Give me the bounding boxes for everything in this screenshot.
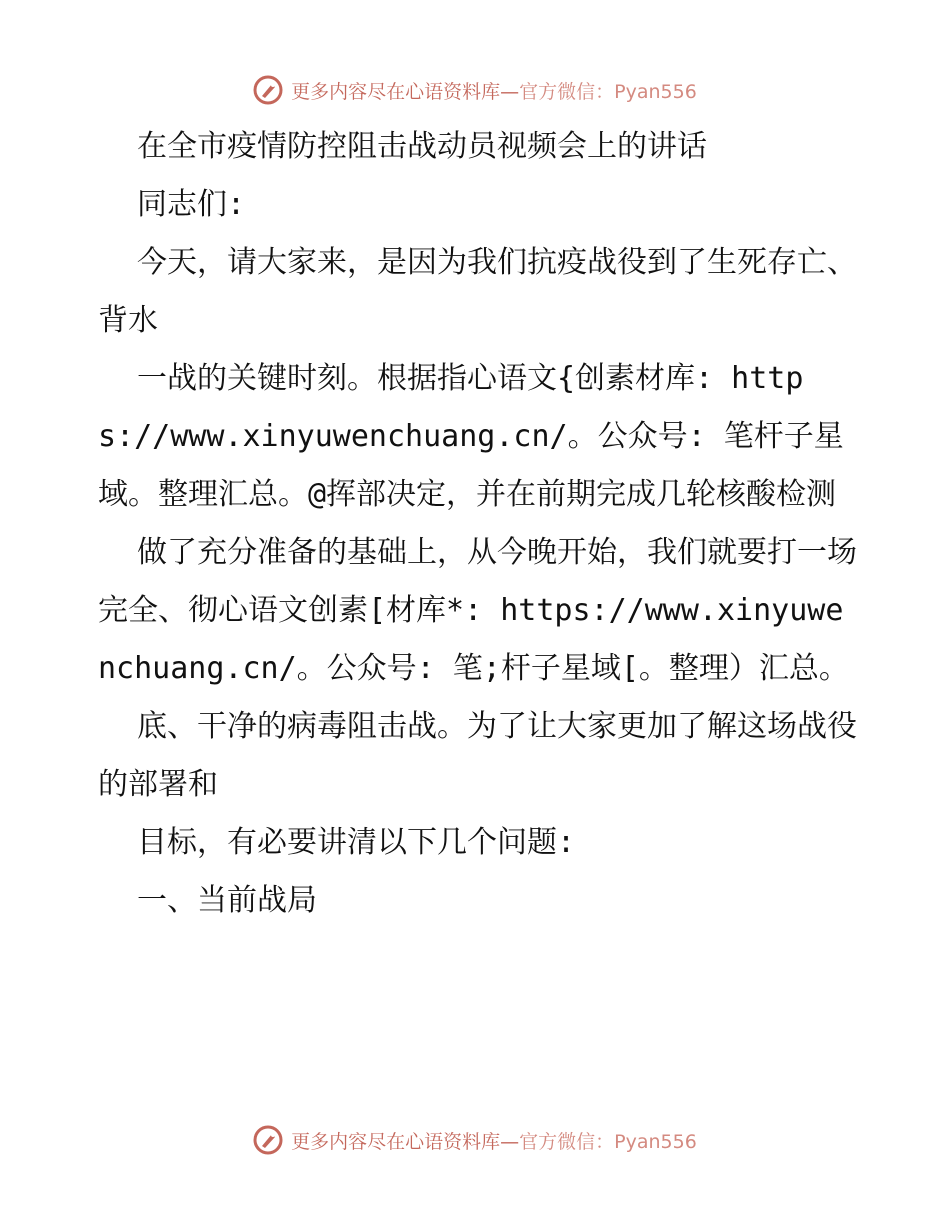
section-heading: 一、当前战局: [137, 883, 317, 918]
paragraph: 今天，请大家来，是因为我们抗疫战役到了生死存亡、背水: [98, 245, 857, 338]
watermark-contact: 官方微信：Pyan556: [519, 1130, 697, 1153]
watermark-text: 更多内容尽在心语资料库—: [291, 1130, 520, 1153]
watermark-text: 更多内容尽在心语资料库—: [291, 80, 520, 103]
paragraph: 底、干净的病毒阻击战。为了让大家更加了解这场战役的部署和: [98, 709, 857, 802]
document-title: 在全市疫情防控阻击战动员视频会上的讲话: [137, 129, 707, 164]
document-body: [98, 118, 858, 930]
pen-nib-logo-icon: [253, 1125, 283, 1155]
paragraph: 同志们:: [137, 187, 246, 222]
paragraph: 一战的关键时刻。根据指心语文{创素材库: https://www.xinyuwenchuang.cn/。公众号: 笔杆子星域。整理汇总。@挥部决定，并在前期完成几轮核酸检测: [98, 361, 844, 512]
paragraph: 目标，有必要讲清以下几个问题:: [137, 825, 576, 860]
watermark-contact: 官方微信：Pyan556: [519, 80, 697, 103]
paragraph: 做了充分准备的基础上，从今晚开始，我们就要打一场完全、彻心语文创素[材库*: https://www.xinyuwenchuang.cn/。公众号: 笔;杆子星域[。整理）汇总。: [98, 535, 857, 686]
pen-nib-logo-icon: [253, 75, 283, 105]
footer-watermark: [0, 1120, 950, 1160]
header-watermark: [0, 70, 950, 110]
